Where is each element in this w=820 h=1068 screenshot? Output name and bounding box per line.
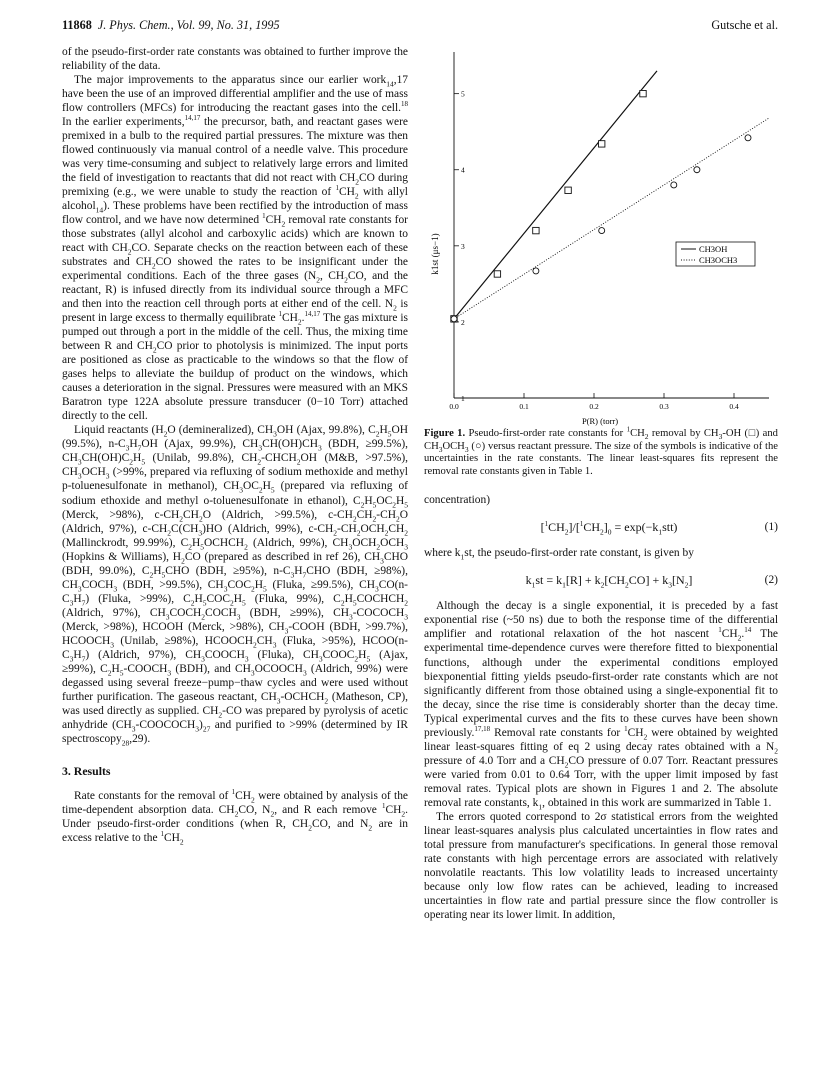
y-tick-label: 2 — [461, 317, 465, 327]
x-tick-label: 0.3 — [659, 402, 669, 411]
figure-1-chart — [420, 48, 780, 428]
y-tick-label: 3 — [461, 241, 465, 251]
data-point-circle — [671, 182, 677, 188]
paragraph: The major improvements to the apparatus since our earlier work$_{14}$,17 have been the use of an improved differential amplifier and the use of mass flow controllers (MFCs) for introducing the reactant gases into the cell.$^{18}$ In the earlier experiments,$^{14,17}$ the precursor, bath, and reactant gases were premixed in a bulb to the required partial pressures. The mixture was then flowed continuously via manual control of a needle valve. This procedure was very time-consuming and subject to relatively large errors and limited the field of investigation to reactants that did not react with $CH_2CO$ during premixing (e.g., we were unable to study the reaction of $^1CH_2$ with allyl alcohol$_{14}$). These problems have been rectified by the introduction of mass flow control, and we have now determined $^1CH_2$ removal rate constants for those substrates (allyl alcohol and carboxylic acids) which are known to react with $CH_2CO$. Separate checks on the reaction between each of these substrates and $CH_2CO$ showed the rates to be insignificant under the experimental conditions. Each of the three gases ($N_2$, $CH_2CO$, and the reactant, R) is infused directly from its individual source through a MFC and then into the reaction cell through ports at either end of the cell. $N_2$ is present in large excess to thermally equilibrate $^1CH_2.^{14,17}$ The gas mixture is pumped out through a port in the middle of the cell. Thus, the mixing time between R and $CH_2CO$ prior to photolysis is minimized. The input ports are positioned as close as practicable to the windows so that the flow of gases helps to alleviate the buildup of product on the windows, which causes a deterioration in the signal. Pressures were measured with an MKS Baratron type 122A absolute pressure transducer (0−10 Torr) attached directly to the cell. — [62, 74, 409, 423]
journal-citation: J. Phys. Chem., Vol. 99, No. 31, 1995 — [97, 18, 280, 32]
paragraph: where $k_1st$, the pseudo-first-order rate constant, is given by — [424, 547, 694, 562]
header-authors: Gutsche et al. — [711, 18, 778, 32]
data-point-square — [494, 271, 500, 277]
data-point-circle — [694, 167, 700, 173]
y-tick-label: 4 — [461, 165, 465, 175]
x-tick-label: 0.0 — [449, 402, 459, 411]
header-citation — [62, 18, 280, 33]
fit-line-ch3oh — [454, 71, 657, 319]
page-number: 11868 — [62, 18, 92, 32]
paragraph: of the pseudo-first-order rate constants was obtained to further improve the reliability of the data. — [62, 46, 408, 73]
data-point-circle — [745, 135, 751, 141]
left-column — [62, 45, 408, 845]
data-point-circle — [599, 228, 605, 234]
x-tick-label: 0.2 — [589, 402, 599, 411]
equation-number: (1) — [764, 521, 778, 534]
legend-entry: CH3OH — [699, 244, 728, 254]
fit-lines — [454, 71, 769, 319]
figure-caption — [424, 425, 778, 478]
y-tick-label: 5 — [461, 89, 465, 99]
fit-line-ch3och3 — [454, 118, 769, 319]
chart-axes — [449, 52, 769, 411]
y-axis-label: k1st (μs−1) — [430, 233, 440, 275]
equation-number: (2) — [764, 574, 778, 587]
x-axis-label: P(R) (torr) — [581, 416, 619, 426]
paragraph: Liquid reactants ($H_2O$ (demineralized), $CH_3OH$ (Ajax, 99.8%), $C_2H_5OH$ (99.5%), $n-C_3H_7OH$ (Ajax, 99.9%), $CH_3CH(OH)CH_3$ (BDH, ≥99.5%), $CH_3CH(OH)C_2H_5$ (Unilab, 99.8%), $CH_2-CHCH_2OH$ (M&B, >97.5%), $CH_3OCH_3$ (>99%, prepared via refluxing of sodium methoxide and methyl p-toluenesulfonate in methanol), $CH_3OC_2H_5$ (prepared via refluxing of sodium ethoxide and methyl o-toluenesulfonate in ethanol), $C_2H_5OC_2H_5$ (Merck, >98%), $c-CH_2CH_2O$ (Aldrich, >99.5%), $c-CH_2CH_2-CH_2O$ (Aldrich, 97%), $c-CH_2C(CH_3)HO$ (Aldrich, 99%), $c-CH_2-CH_2OCH_2CH_2$ (Mallinckrodt, 99.99%), $C_2H_5OCHCH_2$ (Aldrich, 99%), $CH_3OCH_2OCH_3$ (Hopkins & Williams), $H_2CO$ (prepared as described in ref 26), $CH_3CHO$ (BDH, 99.0%), $C_2H_5CHO$ (BDH, ≥95%), $n-C_3H_7CHO$ (BDH, ≥98%), $CH_3COCH_3$ (BDH, >99.5%), $CH_3COC_2H_5$ (Fluka, ≥99.5%), $CH_3CO(n-C_3H_7)$ (Fluka, >99%), $C_2H_5COC_2H_5$ (Fluka, 99%), $C_2H_5COCHCH_2$ (Aldrich, 97%), $CH_3COCH_2COCH_3$ (BDH, ≥99%), $CH_3-COCOCH_3$ (Merck, >98%), HCOOH (Merck, >98%), $CH_3$-COOH (BDH, >99.7%), $HCOOCH_3$ (Unilab, ≥98%), $HCOOCH_2CH_3$ (Fluka, >95%), $HCOO(n-C_3H_7)$ (Aldrich, 97%), $CH_3COOCH_3$ (Fluka), $CH_3COOC_2H_5$ (Ajax, ≥99%), $C_2H_5-COOCH_3$ (BDH), and $CH_3OCOOCH_3$ (Aldrich, 99%) were degassed using several freeze−pump−thaw cycles and were used without further purification. The gaseous reactant, $CH_3-OCHCH_2$ (Matheson, CP), was used directly as supplied. $CH_2-CO$ was prepared by pyrolysis of acetic anhydride $(CH_3-COOCOCH_3)_{27}$ and purified to >99% (determined by IR spectroscopy$_{28}$,29). — [62, 424, 409, 748]
caption-text: Pseudo-first-order rate constants for $^1CH_2$ removal by $CH_3-OH$ (□) and $CH_3OCH_3$ (○) versus reactant pressure. The size of the symbols is indicative of the uncertainties in the rate constants. The linear least-squares fits represent the removal rate constants given in Table 1. — [424, 425, 778, 477]
data-point-square — [640, 90, 646, 96]
equation-body: $[^1CH_2]/[^1CH_2]_0 = \exp(-k_1stt)$ — [540, 520, 678, 537]
data-point-square — [565, 187, 571, 193]
x-tick-label: 0.4 — [729, 402, 739, 411]
data-point-square — [599, 141, 605, 147]
data-point-square — [533, 227, 539, 233]
equation-1 — [424, 520, 778, 537]
section-heading: 3. Results — [62, 763, 111, 778]
data-point-circle — [533, 268, 539, 274]
equation-2 — [424, 573, 778, 590]
legend-entry: CH3OCH3 — [699, 255, 738, 265]
equation-body: $k_1st = k_1[R] + k_2[CH_2CO] + k_3[N_2]$ — [525, 573, 693, 590]
data-points — [451, 90, 751, 322]
data-point-circle — [451, 316, 457, 322]
caption-label: Figure 1. — [424, 428, 466, 439]
y-tick-label: 1 — [461, 394, 465, 403]
x-tick-label: 0.1 — [519, 402, 529, 411]
paragraph: Rate constants for the removal of $^1CH_2$ were obtained by analysis of the time-dependent absorption data. $CH_2CO$, $N_2$, and R each remove $^1CH_2$. Under pseudo-first-order conditions (when R, $CH_2CO$, and $N_2$ are in excess relative to the $^1CH_2$ — [62, 787, 408, 847]
paragraph: concentration) — [424, 494, 491, 507]
paragraph: The errors quoted correspond to 2σ statistical errors from the weighted linear least-squares analysis plus calculated uncertainties in flow rates and total pressure from manufacturer's specifications. In general those removal rate constants with high percentage errors are associated with relatively nonvolatile reactants. This low volatility leads to increased uncertainty because only low flow rates can be achieved, leading to increased uncertainties in flow rate and partial pressure since the flow controller is operating near its lower limit. In addition, — [424, 810, 778, 921]
chart-legend — [676, 242, 755, 266]
right-column — [424, 425, 779, 922]
paragraph: Although the decay is a single exponential, it is preceded by a fast exponential rise (~50 ns) due to both the response time of the differential amplifier and rotational relaxation of the hot nascent $^1CH_2.^{14}$ The experimental time-dependence curves were therefore fitted to biexponential functions, although under the experimental conditions employed biexponential fitting yields pseudo-first-order rate constants which are not significantly different from those obtained using a single-exponential fit to the decay, since the rise time is considerably shorter than the decay time. Typical experimental curves and the fits to these curves have been shown previously.$^{17,18}$ Removal rate constants for $^1CH_2$ were obtained by weighted linear least-squares fitting of eq 2 using decay rates obtained with a $N_2$ pressure of 4.0 Torr and a $CH_2CO$ pressure of 0.07 Torr. Reactant pressures were varied from 0.01 to 0.64 Torr, with the upper limit imposed by fast removal rates. Typical plots are shown in Figures 1 and 2. The absolute removal rate constants, $k_1$, obtained in this work are summarized in Table 1. — [424, 600, 779, 811]
running-header — [62, 18, 778, 38]
